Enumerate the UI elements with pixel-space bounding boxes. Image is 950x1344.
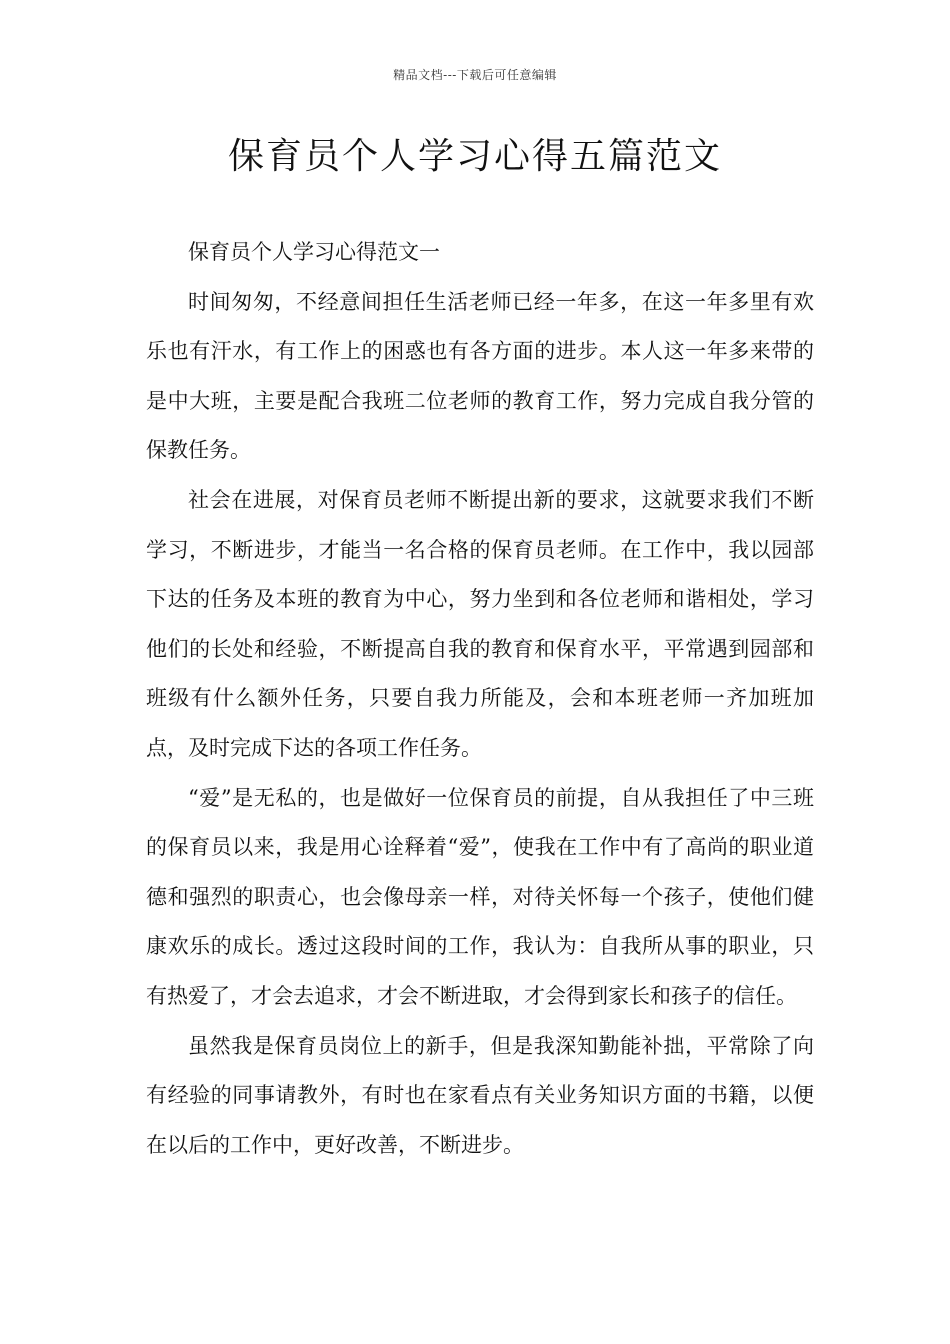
- paragraph-4: 虽然我是保育员岗位上的新手，但是我深知勤能补拙，平常除了向有经验的同事请教外，有时也在家看点有关业务知识方面的书籍，以便在以后的工作中，更好改善，不断进步。: [146, 1033, 814, 1157]
- section-subtitle: 保育员个人学习心得范文一: [188, 240, 440, 264]
- document-body: [146, 228, 814, 1170]
- paragraph-1: 时间匆匆，不经意间担任生活老师已经一年多，在这一年多里有欢乐也有汗水，有工作上的困惑也有各方面的进步。本人这一年多来带的是中大班，主要是配合我班二位老师的教育工作，努力完成自我分管的保教任务。: [146, 289, 814, 463]
- paragraph-3: “爱”是无私的，也是做好一位保育员的前提，自从我担任了中三班的保育员以来，我是用心诠释着“爱”，使我在工作中有了高尚的职业道德和强烈的职责心，也会像母亲一样，对待关怀每一个孩子，使他们健康欢乐的成长。透过这段时间的工作，我认为：自我所从事的职业，只有热爱了，才会去追求，才会不断进取，才会得到家长和孩子的信任。: [146, 785, 814, 1008]
- paragraph-2: 社会在进展，对保育员老师不断提出新的要求，这就要求我们不断学习，不断进步，才能当一名合格的保育员老师。在工作中，我以园部下达的任务及本班的教育为中心，努力坐到和各位老师和谐相处，学习他们的长处和经验，不断提高自我的教育和保育水平，平常遇到园部和班级有什么额外任务，只要自我力所能及，会和本班老师一齐加班加点，及时完成下达的各项工作任务。: [146, 487, 814, 760]
- header-note: 精品文档---下载后可任意编辑: [393, 68, 557, 82]
- document-title: 保育员个人学习心得五篇范文: [227, 136, 722, 177]
